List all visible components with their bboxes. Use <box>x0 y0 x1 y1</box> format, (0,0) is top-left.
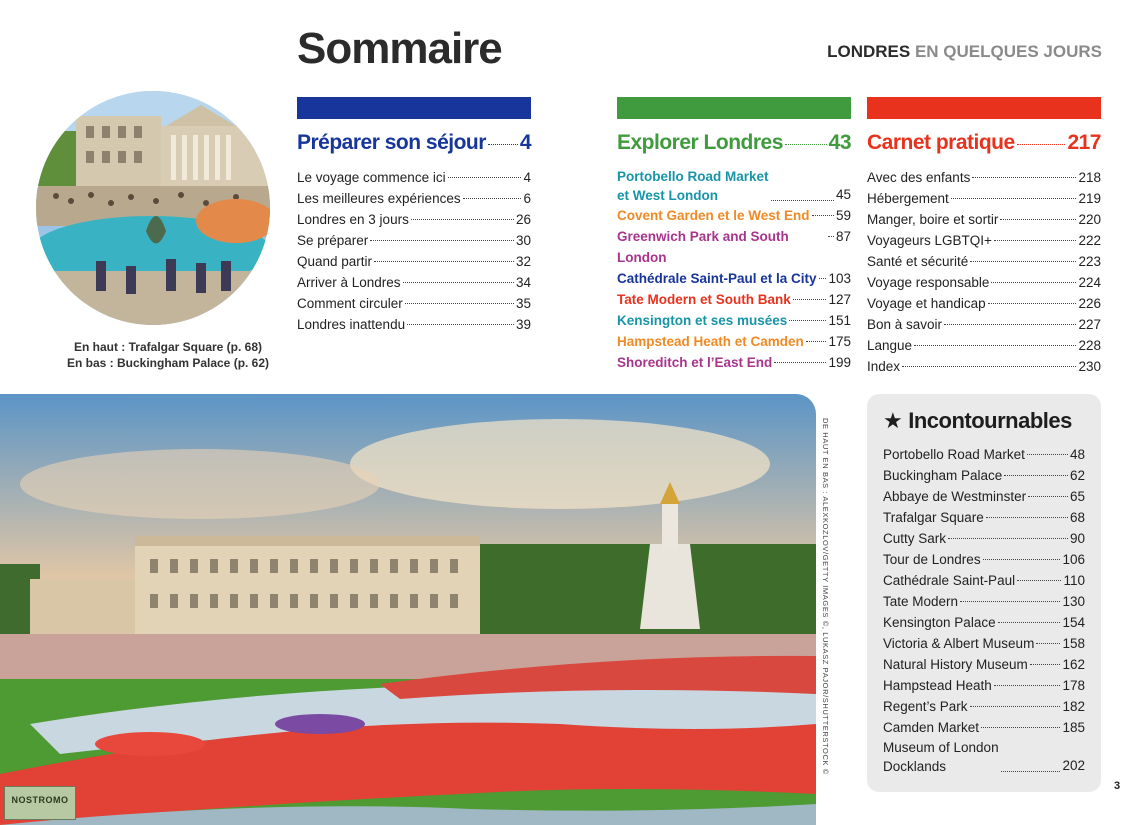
incontournables-heading <box>883 408 1085 434</box>
section-explorer <box>617 97 851 373</box>
toc-entry[interactable]: Covent Garden et le West End 59 <box>617 208 851 223</box>
toc-entry[interactable]: Voyageurs LGBTQI+ 222 <box>867 233 1101 248</box>
section-title: Préparer son séjour <box>297 131 486 154</box>
toc-entry[interactable]: Tate Modern 130 <box>883 594 1085 609</box>
running-head-light: EN QUELQUES JOURS <box>914 42 1102 61</box>
toc-entry[interactable]: Cathédrale Saint-Paul et la City 103 <box>617 271 851 286</box>
trafalgar-square-photo <box>36 91 270 325</box>
section-heading[interactable] <box>867 131 1101 155</box>
section-page: 43 <box>828 131 851 154</box>
toc-entry[interactable]: Comment circuler 35 <box>297 296 531 311</box>
toc-entry[interactable]: Londres en 3 jours 26 <box>297 212 531 227</box>
star-icon: ★ <box>883 408 903 433</box>
photo-caption <box>40 339 296 371</box>
toc-entry[interactable]: Trafalgar Square 68 <box>883 510 1085 525</box>
toc-entry[interactable]: Kensington Palace 154 <box>883 615 1085 630</box>
toc-entry[interactable]: Portobello Road Market 48 <box>883 447 1085 462</box>
toc-entry[interactable]: Shoreditch et l’East End 199 <box>617 355 851 370</box>
toc-entry[interactable]: Kensington et ses musées 151 <box>617 313 851 328</box>
toc-entry[interactable]: Les meilleures expériences 6 <box>297 191 531 206</box>
toc-entry[interactable]: Buckingham Palace 62 <box>883 468 1085 483</box>
page-title: Sommaire <box>297 24 502 73</box>
toc-entry[interactable]: Greenwich Park and South London 87 <box>617 229 851 265</box>
toc-entry[interactable]: Voyage responsable 224 <box>867 275 1101 290</box>
photo-credit: DE HAUT EN BAS : ALEXKOZLOV/GETTY IMAGES ©, LUKASZ PAJOR/SHUTTERSTOCK © <box>821 418 830 775</box>
toc-entry[interactable]: Arriver à Londres 34 <box>297 275 531 290</box>
section-color-bar <box>297 97 531 119</box>
page-number: 3 <box>1114 780 1121 792</box>
section-color-bar <box>867 97 1101 119</box>
section-title: Explorer Londres <box>617 131 783 154</box>
buckingham-palace-photo <box>0 394 816 825</box>
toc-entry[interactable]: Voyage et handicap 226 <box>867 296 1101 311</box>
toc-entry[interactable]: Museum of London Docklands 202 <box>883 740 1085 774</box>
running-head-bold: LONDRES <box>827 42 911 61</box>
section-color-bar <box>617 97 851 119</box>
toc-entry[interactable]: Le voyage commence ici 4 <box>297 170 531 185</box>
toc-entry[interactable]: Hampstead Heath et Camden 175 <box>617 334 851 349</box>
toc-entry[interactable]: Tour de Londres 106 <box>883 552 1085 567</box>
toc-entry[interactable]: Cutty Sark 90 <box>883 531 1085 546</box>
toc-entry[interactable]: Manger, boire et sortir 220 <box>867 212 1101 227</box>
caption-line-bottom: En bas : Buckingham Palace (p. 62) <box>66 356 270 370</box>
incontournables-box <box>867 394 1101 792</box>
toc-entry[interactable]: Camden Market 185 <box>883 720 1085 735</box>
section-page: 217 <box>1067 131 1101 154</box>
toc-entry[interactable]: Hampstead Heath 178 <box>883 678 1085 693</box>
nostromo-logo: NOSTROMO <box>4 786 76 820</box>
section-title: Carnet pratique <box>867 131 1015 154</box>
incontournables-title: Incontournables <box>908 408 1072 433</box>
toc-entry[interactable]: Se préparer 30 <box>297 233 531 248</box>
toc-entry[interactable]: Hébergement 219 <box>867 191 1101 206</box>
section-carnet <box>867 97 1101 377</box>
section-preparer <box>297 97 531 335</box>
toc-entry[interactable]: Cathédrale Saint-Paul 110 <box>883 573 1085 588</box>
toc-entry[interactable]: Avec des enfants 218 <box>867 170 1101 185</box>
section-page: 4 <box>519 131 531 154</box>
caption-line-top: En haut : Trafalgar Square (p. 68) <box>73 340 263 354</box>
toc-entry[interactable]: Londres inattendu 39 <box>297 317 531 332</box>
toc-entry[interactable]: Tate Modern et South Bank 127 <box>617 292 851 307</box>
toc-entry[interactable]: Abbaye de Westminster 65 <box>883 489 1085 504</box>
toc-entry[interactable]: Index 230 <box>867 359 1101 374</box>
toc-entry[interactable]: Langue 228 <box>867 338 1101 353</box>
toc-entry[interactable]: Natural History Museum 162 <box>883 657 1085 672</box>
section-heading[interactable] <box>617 131 851 155</box>
toc-entry[interactable]: Quand partir 32 <box>297 254 531 269</box>
section-heading[interactable] <box>297 131 531 155</box>
toc-entry[interactable]: Regent’s Park 182 <box>883 699 1085 714</box>
toc-entry[interactable]: Santé et sécurité 223 <box>867 254 1101 269</box>
toc-entry[interactable]: Portobello Road Market et West London 45 <box>617 169 851 203</box>
toc-entry[interactable]: Victoria & Albert Museum 158 <box>883 636 1085 651</box>
toc-entry[interactable]: Bon à savoir 227 <box>867 317 1101 332</box>
running-head <box>827 42 1102 62</box>
